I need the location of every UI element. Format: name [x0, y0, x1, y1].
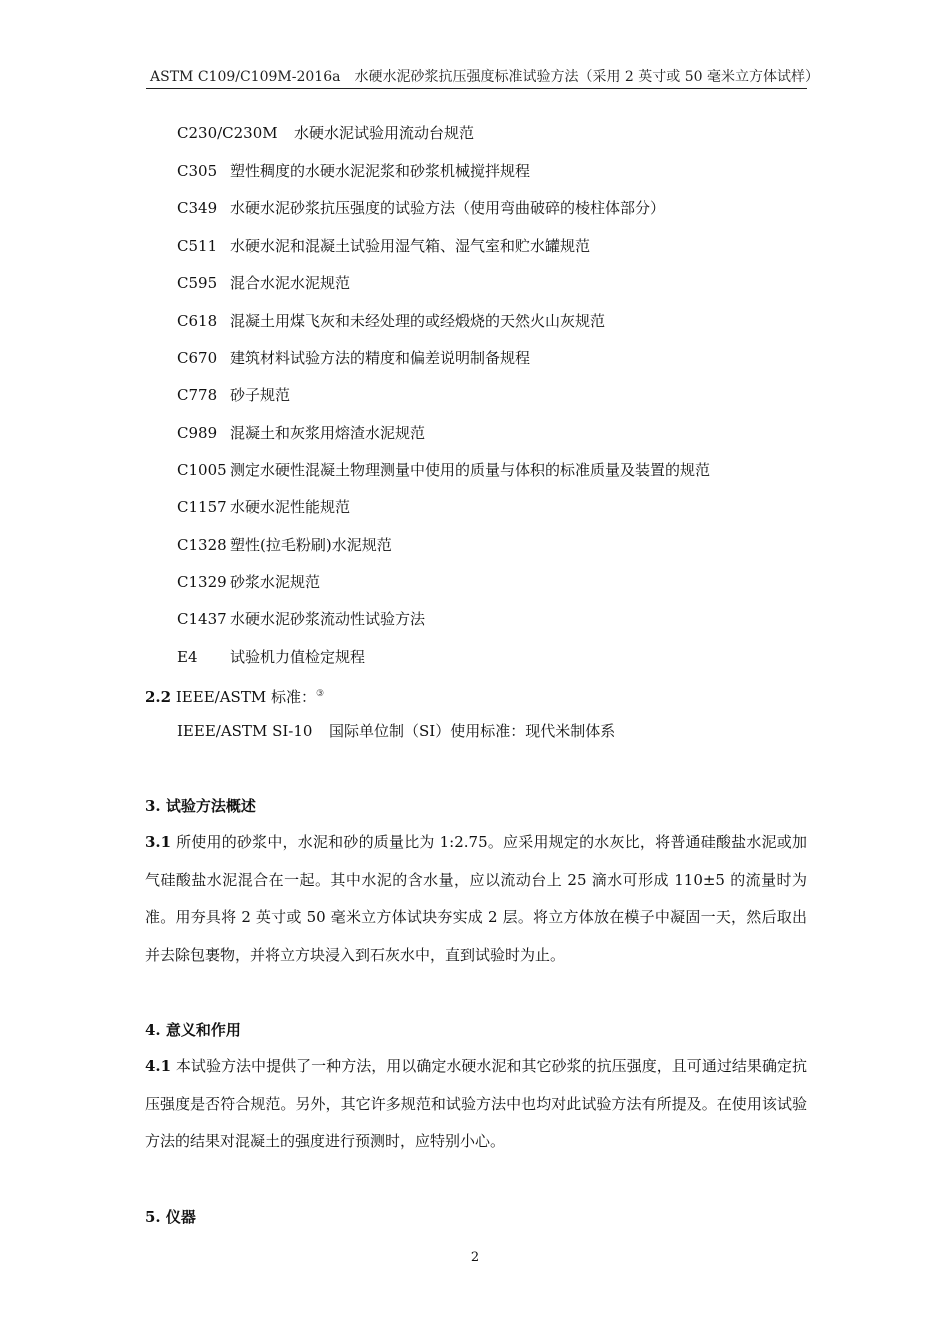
- section-3-heading: 3. 试验方法概述: [145, 797, 256, 815]
- reference-item: [177, 647, 365, 667]
- reference-text: 混凝土和灰浆用熔渣水泥规范: [230, 424, 426, 442]
- reference-text: 试验机力值检定规程: [230, 648, 366, 666]
- reference-item: [177, 273, 350, 293]
- paragraph-3-1: [145, 824, 807, 974]
- reference-item: [177, 460, 710, 480]
- reference-text: 砂浆水泥规范: [230, 573, 321, 591]
- footnote-marker: ③: [315, 689, 325, 699]
- reference-item: [177, 535, 392, 555]
- reference-item: [177, 497, 350, 517]
- reference-text: 混凝土用煤飞灰和未经处理的或经煅烧的天然火山灰规范: [230, 312, 606, 330]
- section-5-heading: 5. 仪器: [145, 1208, 196, 1226]
- reference-item: [177, 198, 665, 218]
- reference-code: C511: [177, 237, 218, 255]
- reference-text: 水硬水泥和混凝土试验用湿气箱、湿气室和贮水罐规范: [230, 237, 591, 255]
- reference-code: C1328: [177, 536, 227, 554]
- reference-code: C1005: [177, 461, 227, 479]
- running-header: ASTM C109/C109M-2016a 水硬水泥砂浆抗压强度标准试验方法（采用 2 英寸或 50 毫米立方体试样）: [150, 69, 819, 85]
- reference-code: C595: [177, 274, 218, 292]
- reference-code: C989: [177, 424, 218, 442]
- reference-code: C1329: [177, 573, 227, 591]
- page-number: 2: [470, 1250, 480, 1265]
- reference-code: C349: [177, 199, 218, 217]
- header-rule: [146, 88, 807, 89]
- reference-text: 水硬水泥性能规范: [230, 498, 351, 516]
- reference-item: [177, 311, 605, 331]
- paragraph-4-1: [145, 1048, 807, 1161]
- paragraph-text: 所使用的砂浆中，水泥和砂的质量比为 1:2.75。应采用规定的水灰比，将普通硅酸盐水泥或加气硅酸盐水泥混合在一起。其中水泥的含水量，应以流动台上 25 滴水可形成 110±5 的流量时为准。用夯具将 2 英寸或 50 毫米立方体试块夯实成 2 层。将立方体放在模子中凝固一天，然后取出并去除包裹物，并将立方块浸入到石灰水中，直到试验时为止。: [145, 833, 807, 964]
- reference-code: C670: [177, 349, 218, 367]
- reference-code: IEEE/ASTM SI-10: [177, 722, 313, 740]
- reference-text: 水硬水泥砂浆抗压强度的试验方法（使用弯曲破碎的棱柱体部分）: [230, 199, 666, 217]
- reference-code: C230/C230M: [177, 124, 278, 142]
- paragraph-text: 本试验方法中提供了一种方法，用以确定水硬水泥和其它砂浆的抗压强度，且可通过结果确定抗压强度是否符合规范。另外，其它许多规范和试验方法中也均对此试验方法有所提及。在使用该试验方法的结果对混凝土的强度进行预测时，应特别小心。: [145, 1057, 807, 1150]
- reference-text: 混合水泥水泥规范: [230, 274, 351, 292]
- reference-text: 砂子规范: [230, 386, 291, 404]
- reference-item: [177, 572, 320, 592]
- reference-code: E4: [177, 648, 198, 666]
- reference-text: 水硬水泥试验用流动台规范: [294, 124, 475, 142]
- section-4-heading: 4. 意义和作用: [145, 1021, 241, 1039]
- reference-text: 塑性(拉毛粉刷)水泥规范: [230, 536, 392, 554]
- reference-code: C1437: [177, 610, 227, 628]
- reference-code: C305: [177, 162, 218, 180]
- reference-item: [177, 236, 590, 256]
- subsection-number: 2.2: [145, 688, 172, 706]
- reference-text: 水硬水泥砂浆流动性试验方法: [230, 610, 426, 628]
- reference-code: C1157: [177, 498, 227, 516]
- reference-item: [177, 123, 474, 143]
- reference-item: [177, 385, 290, 405]
- reference-item: [177, 721, 615, 741]
- reference-item: [177, 161, 530, 181]
- reference-item: [177, 348, 530, 368]
- reference-text: 测定水硬性混凝土物理测量中使用的质量与体积的标准质量及装置的规范: [230, 461, 711, 479]
- subsection-2-2-heading: [145, 684, 324, 707]
- reference-code: C778: [177, 386, 218, 404]
- reference-code: C618: [177, 312, 218, 330]
- paragraph-number: 4.1: [145, 1057, 172, 1075]
- subsection-title: IEEE/ASTM 标准：: [171, 688, 316, 706]
- reference-text: 塑性稠度的水硬水泥泥浆和砂浆机械搅拌规程: [230, 162, 531, 180]
- paragraph-number: 3.1: [145, 833, 172, 851]
- reference-item: [177, 609, 425, 629]
- reference-item: [177, 423, 425, 443]
- reference-text: 建筑材料试验方法的精度和偏差说明制备规程: [230, 349, 531, 367]
- reference-text: 国际单位制（SI）使用标准：现代米制体系: [329, 722, 616, 740]
